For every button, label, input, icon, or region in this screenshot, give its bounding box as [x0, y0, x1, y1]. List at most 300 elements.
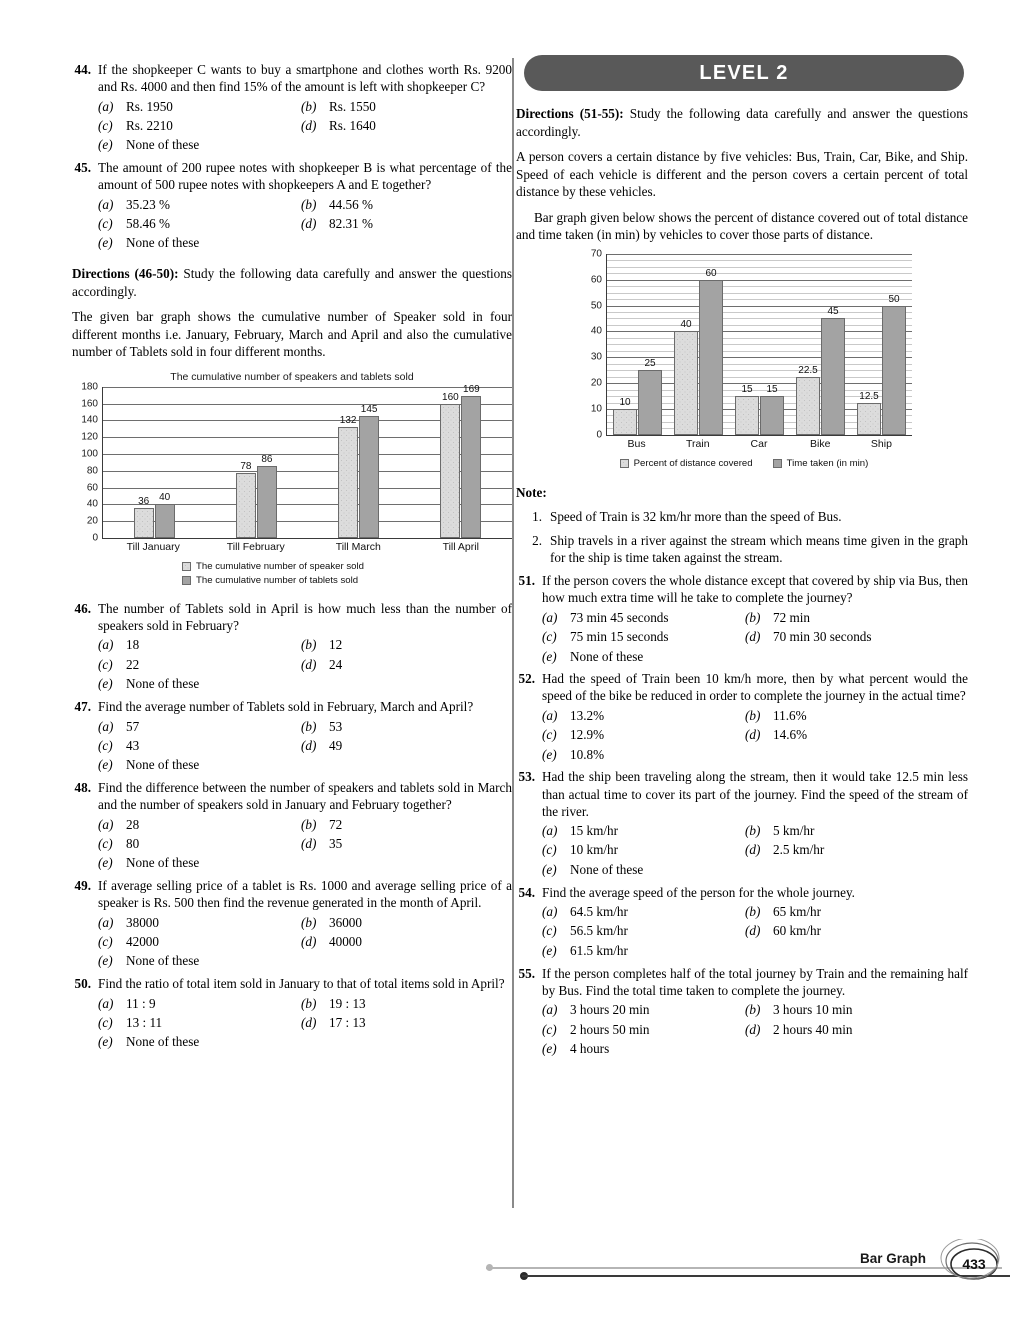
bar-value-label: 86	[261, 453, 273, 465]
option-label: (b)	[745, 1002, 761, 1018]
y-tick-label: 160	[81, 398, 98, 410]
option-label: (e)	[98, 757, 113, 773]
option-label: (d)	[745, 727, 761, 743]
y-tick-label: 40	[86, 498, 98, 510]
option-text: 35	[329, 835, 343, 851]
option[interactable]	[98, 996, 301, 1012]
question-number: 47.	[74, 699, 91, 715]
option-label: (a)	[542, 904, 558, 920]
note-list	[516, 508, 968, 566]
option[interactable]	[745, 1022, 853, 1038]
option-label: (b)	[301, 196, 317, 212]
question-text: If the shopkeeper C wants to buy a smartphone and clothes worth Rs. 9200 and Rs. 4000 and then find 15% of the amount is left with shopkeeper C?	[98, 62, 512, 95]
question-text: Had the ship been traveling along the stream, then it would take 12.5 min less than actual time to cover its part of the journey. Find the speed of the stream of the river.	[542, 769, 968, 819]
bar-group	[410, 384, 512, 538]
option-row	[98, 637, 512, 653]
question-number: 55.	[518, 965, 535, 981]
legend-label: The cumulative number of tablets sold	[196, 575, 359, 587]
question-text: Find the average speed of the person for the whole journey.	[542, 884, 855, 900]
option[interactable]	[745, 610, 810, 626]
option[interactable]	[542, 1041, 745, 1057]
question-item	[72, 159, 512, 251]
bar	[638, 358, 662, 435]
option-text: 53	[329, 718, 343, 734]
option[interactable]	[98, 99, 301, 115]
question-number: 52.	[518, 671, 535, 687]
chart1-legend	[72, 560, 512, 588]
option[interactable]	[301, 1015, 366, 1031]
option[interactable]	[745, 923, 821, 939]
option-label: (b)	[745, 609, 761, 625]
directions-label: Directions (46-50):	[72, 266, 179, 282]
bar-value-label: 40	[159, 492, 171, 504]
option-list	[98, 99, 512, 154]
option[interactable]	[98, 915, 301, 931]
option-label: (c)	[98, 117, 113, 133]
option-list	[98, 637, 512, 692]
option[interactable]	[98, 657, 301, 673]
column-divider	[512, 58, 514, 1208]
question-item	[72, 779, 512, 871]
note-item	[516, 532, 968, 566]
option-row	[98, 953, 512, 969]
bar-value-label: 25	[644, 358, 656, 370]
chart1-x-axis	[102, 541, 512, 553]
option-label: (d)	[301, 216, 317, 231]
option[interactable]	[745, 842, 824, 858]
option-row	[98, 817, 512, 833]
x-tick-label: Till April	[442, 540, 479, 553]
question-number: 48.	[74, 780, 91, 796]
chart1-plot-area	[102, 384, 512, 539]
x-tick-label: Ship	[870, 437, 892, 450]
left-column	[72, 55, 512, 1050]
level-banner: LEVEL 2	[524, 55, 964, 91]
option-text: 40000	[329, 934, 362, 950]
option-label: (e)	[98, 676, 113, 692]
option-label: (e)	[542, 942, 557, 958]
option-text: 44.56 %	[329, 196, 373, 212]
option[interactable]	[98, 817, 301, 833]
option-text: 82.31 %	[329, 216, 373, 231]
page-number-badge	[938, 1239, 1004, 1285]
option[interactable]	[98, 757, 301, 773]
directions-46-50	[72, 265, 512, 300]
option-row	[98, 719, 512, 735]
passage-right-1: A person covers a certain distance by five vehicles: Bus, Train, Car, Bike, and Ship. Speed of each vehicle is different and the person covers a certain percent of total distance by these vehicles.	[516, 149, 968, 200]
option-text: 61.5 km/hr	[570, 942, 628, 958]
option-text: None of these	[570, 861, 644, 877]
option-label: (a)	[542, 707, 558, 723]
option[interactable]	[98, 953, 301, 969]
y-tick-label: 50	[590, 300, 602, 312]
legend-item	[182, 561, 364, 572]
option[interactable]	[98, 637, 301, 653]
option[interactable]	[301, 738, 342, 754]
note-text: Speed of Train is 32 km/hr more than the speed of Bus.	[550, 508, 842, 524]
note-number: 1.	[532, 508, 542, 524]
option-row	[98, 836, 512, 852]
option[interactable]	[98, 738, 301, 754]
option-row	[98, 915, 512, 931]
option[interactable]	[542, 1002, 745, 1018]
option[interactable]	[301, 216, 373, 232]
option[interactable]	[301, 915, 362, 931]
option[interactable]	[98, 118, 301, 134]
note-heading: Note:	[516, 484, 547, 500]
y-tick-label: 0	[92, 532, 98, 544]
bar-value-label: 36	[138, 495, 150, 507]
option-label: (e)	[542, 746, 557, 762]
legend-swatch-tablets	[182, 576, 191, 585]
option-row	[98, 1015, 512, 1031]
option-label: (a)	[98, 196, 114, 212]
option-label: (c)	[542, 629, 557, 645]
option-row	[542, 708, 968, 724]
option-label: (d)	[301, 117, 317, 133]
option-row	[542, 610, 968, 626]
option[interactable]	[301, 817, 342, 833]
chart2-y-axis	[576, 248, 606, 441]
option-text: 2.5 km/hr	[773, 842, 825, 858]
option[interactable]	[745, 904, 821, 920]
option-list	[98, 719, 512, 774]
option-text: Rs. 1550	[329, 98, 376, 114]
option-label: (c)	[98, 737, 113, 753]
directions-text: Study the following data carefully and answer the questions accordingly.	[516, 106, 968, 139]
bar	[674, 319, 698, 434]
legend-label: The cumulative number of speaker sold	[196, 561, 364, 573]
option-row	[542, 862, 968, 878]
bar-group	[851, 254, 912, 435]
option-list	[542, 904, 968, 959]
option-label: (a)	[98, 816, 114, 832]
bar	[760, 384, 784, 435]
option-list	[98, 197, 512, 252]
question-item	[72, 698, 512, 773]
bar-value-label: 15	[766, 384, 778, 396]
bar	[440, 391, 460, 538]
option-text: None of these	[126, 676, 200, 692]
bar	[699, 267, 723, 435]
option-label: (c)	[98, 1015, 113, 1031]
option-text: 36000	[329, 914, 362, 930]
question-text: The amount of 200 rupee notes with shopkeeper B is what percentage of the amount of 500 rupee notes with shopkeepers A and E together?	[98, 160, 512, 193]
option[interactable]	[301, 836, 342, 852]
option-text: 60 km/hr	[773, 923, 821, 939]
option-text: 75 min 15 seconds	[570, 629, 669, 645]
option[interactable]	[98, 216, 301, 232]
bar	[857, 390, 881, 435]
bar	[338, 415, 358, 538]
option-row	[542, 904, 968, 920]
option-text: 18	[126, 637, 140, 653]
bar-value-label: 169	[463, 384, 480, 396]
question-text: If the person covers the whole distance except that covered by ship via Bus, then how much extra time will he take to complete the journey?	[542, 573, 968, 606]
question-item	[72, 61, 512, 153]
passage-left: The given bar graph shows the cumulative number of Speaker sold in four different months i.e. January, February, March and April and also the cumulative number of Tablets sold in four different months.	[72, 309, 512, 360]
option-label: (b)	[301, 816, 317, 832]
question-item	[72, 975, 512, 1050]
option-list	[542, 610, 968, 665]
option-list	[542, 1002, 968, 1057]
option[interactable]	[542, 649, 745, 665]
bar	[236, 460, 256, 538]
question-text: Find the average number of Tablets sold in February, March and April?	[98, 699, 474, 715]
option-label: (a)	[542, 823, 558, 839]
legend-swatch-speakers	[182, 562, 191, 571]
option-text: None of these	[126, 235, 200, 251]
note-text: Ship travels in a river against the stream which means time given in the graph for the ship is time taken against the stream.	[550, 532, 968, 566]
left-question-list	[72, 600, 512, 1050]
legend-label: Percent of distance covered	[633, 458, 753, 470]
x-tick-label: Bike	[809, 437, 831, 450]
y-tick-label: 140	[81, 414, 98, 426]
chart-vehicles	[576, 248, 912, 471]
option-row	[542, 943, 968, 959]
option[interactable]	[301, 118, 376, 134]
option-text: 4 hours	[570, 1040, 610, 1056]
option[interactable]	[98, 1034, 301, 1050]
passage-right-2: Bar graph given below shows the percent of distance covered out of total distance and time taken (in min) by vehicles to cover those parts of distance.	[516, 209, 968, 243]
y-tick-label: 70	[590, 248, 602, 260]
option-label: (c)	[542, 842, 557, 858]
question-item	[72, 877, 512, 969]
question-item	[516, 965, 968, 1057]
option-row	[98, 137, 512, 153]
option[interactable]	[745, 823, 814, 839]
option-label: (a)	[98, 718, 114, 734]
option[interactable]	[301, 657, 342, 673]
bar	[257, 453, 277, 538]
option[interactable]	[542, 1022, 745, 1038]
option-label: (b)	[745, 823, 761, 839]
option[interactable]	[98, 934, 301, 950]
option[interactable]	[98, 676, 301, 692]
option-list	[542, 708, 968, 763]
chart1-y-axis	[72, 381, 102, 544]
option-list	[542, 823, 968, 878]
option-text: None of these	[126, 757, 200, 773]
option-label: (c)	[98, 216, 113, 231]
option-label: (e)	[98, 1034, 113, 1050]
option-row	[542, 747, 968, 763]
bar	[796, 364, 820, 435]
option-label: (a)	[542, 1002, 558, 1018]
question-number: 53.	[518, 769, 535, 785]
option[interactable]	[301, 197, 373, 213]
right-column	[516, 55, 968, 1057]
x-tick-label: Bus	[627, 437, 646, 450]
option-text: 72	[329, 816, 343, 832]
option-label: (b)	[745, 904, 761, 920]
option-row	[98, 235, 512, 251]
option[interactable]	[98, 1015, 301, 1031]
option[interactable]	[301, 996, 366, 1012]
option[interactable]	[745, 1002, 853, 1018]
option[interactable]	[542, 842, 745, 858]
option[interactable]	[301, 637, 342, 653]
option-row	[542, 842, 968, 858]
legend-label: Time taken (in min)	[786, 458, 869, 470]
option[interactable]	[98, 197, 301, 213]
option-label: (a)	[98, 914, 114, 930]
bar-value-label: 132	[339, 415, 357, 427]
option-text: Rs. 2210	[126, 117, 173, 133]
bar-value-label: 22.5	[798, 364, 818, 376]
note-item	[516, 508, 968, 525]
option-label: (d)	[301, 934, 317, 950]
option[interactable]	[745, 708, 807, 724]
y-tick-label: 20	[590, 377, 602, 389]
option-label: (d)	[301, 656, 317, 672]
option-row	[98, 996, 512, 1012]
option-list	[98, 996, 512, 1051]
bar-group	[729, 254, 790, 435]
right-question-list	[516, 572, 968, 1056]
bar	[613, 396, 637, 435]
option[interactable]	[745, 727, 807, 743]
page-number: 433	[962, 1256, 986, 1272]
option-text: 22	[126, 656, 140, 672]
option-row	[98, 1034, 512, 1050]
option-text: 13 : 11	[126, 1015, 163, 1031]
option-row	[542, 1041, 968, 1057]
chart2-x-axis	[606, 438, 912, 450]
note-number: 2.	[532, 532, 542, 548]
y-tick-label: 100	[81, 448, 98, 460]
question-text: If the person completes half of the total journey by Train and the remaining half by Bus. Find the total time taken to complete the journey.	[542, 965, 968, 998]
option[interactable]	[301, 99, 376, 115]
option-text: 2 hours 40 min	[773, 1021, 853, 1037]
question-item	[516, 670, 968, 762]
option-label: (d)	[301, 1015, 317, 1031]
bar-value-label: 60	[705, 267, 717, 279]
page-footer	[0, 1234, 1024, 1294]
option-text: 3 hours 20 min	[570, 1002, 650, 1018]
option-text: 43	[126, 737, 140, 753]
option-text: 14.6%	[773, 727, 808, 743]
option[interactable]	[301, 719, 342, 735]
option-label: (b)	[301, 914, 317, 930]
question-number: 46.	[74, 600, 91, 616]
option-label: (e)	[542, 1040, 557, 1056]
option-text: 64.5 km/hr	[570, 904, 628, 920]
option-text: 3 hours 10 min	[773, 1002, 853, 1018]
bar-value-label: 145	[360, 404, 378, 416]
directions-label: Directions (51-55):	[516, 106, 624, 121]
bar-value-label: 15	[741, 384, 753, 396]
option-text: None of these	[126, 1034, 200, 1050]
option-row	[98, 676, 512, 692]
footer-chapter-label: Bar Graph	[859, 1251, 926, 1266]
chart2-plot-area	[606, 254, 912, 436]
bar-value-label: 50	[888, 293, 900, 305]
question-text: Find the ratio of total item sold in January to that of total items sold in April?	[98, 976, 505, 992]
legend-swatch-percent-distance	[620, 459, 629, 468]
option-text: 11.6%	[773, 707, 807, 723]
option-label: (e)	[98, 855, 113, 871]
option-text: 5 km/hr	[773, 823, 815, 839]
option[interactable]	[542, 629, 745, 645]
bar-value-label: 45	[827, 306, 839, 318]
option[interactable]	[542, 727, 745, 743]
y-tick-label: 120	[81, 431, 98, 443]
option-label: (e)	[98, 953, 113, 969]
y-tick-label: 20	[86, 515, 98, 527]
option[interactable]	[98, 235, 301, 251]
chart-title: The cumulative number of speakers and tablets sold	[170, 370, 414, 383]
bar-value-label: 160	[442, 391, 459, 403]
option[interactable]	[542, 904, 745, 920]
bar-group	[205, 387, 307, 538]
option-text: 58.46 %	[126, 216, 170, 231]
option-label: (b)	[301, 98, 317, 114]
option-label: (d)	[301, 737, 317, 753]
legend-swatch-time-taken	[773, 459, 782, 468]
directions-51-55	[516, 105, 968, 140]
option[interactable]	[542, 862, 745, 878]
option-label: (b)	[745, 707, 761, 723]
y-tick-label: 60	[590, 274, 602, 286]
option[interactable]	[542, 923, 745, 939]
option[interactable]	[542, 823, 745, 839]
option-text: 12.9%	[570, 727, 605, 743]
option-text: 35.23 %	[126, 196, 170, 212]
option[interactable]	[542, 610, 745, 626]
question-number: 51.	[518, 573, 535, 589]
legend-item	[182, 575, 358, 586]
option-text: 19 : 13	[329, 995, 366, 1011]
legend-item	[620, 458, 753, 469]
option-row	[98, 197, 512, 213]
question-text: If average selling price of a tablet is Rs. 1000 and average selling price of a speaker is Rs. 500 then find the revenue generated in the month of April.	[98, 878, 512, 911]
option-row	[542, 1002, 968, 1018]
option-list	[98, 915, 512, 970]
bar	[735, 384, 759, 435]
option-row	[98, 738, 512, 754]
option-label: (c)	[98, 835, 113, 851]
footer-rule-light	[486, 1267, 1002, 1269]
bar	[461, 384, 481, 538]
option[interactable]	[98, 836, 301, 852]
option-label: (e)	[542, 861, 557, 877]
option[interactable]	[542, 708, 745, 724]
option-row	[98, 934, 512, 950]
option[interactable]	[98, 855, 301, 871]
y-tick-label: 10	[590, 403, 602, 415]
bar-group	[790, 254, 851, 435]
y-tick-label: 0	[596, 429, 602, 441]
question-number: 45.	[74, 160, 91, 176]
option[interactable]	[542, 747, 745, 763]
directions-text: Study the following data carefully and answer the questions accordingly.	[72, 266, 512, 299]
option-text: 42000	[126, 934, 159, 950]
bar-value-label: 40	[680, 319, 692, 331]
option[interactable]	[542, 943, 745, 959]
option[interactable]	[98, 137, 301, 153]
option[interactable]	[745, 629, 872, 645]
x-tick-label: Till January	[126, 540, 180, 553]
option-row	[542, 727, 968, 743]
option-label: (d)	[745, 842, 761, 858]
option[interactable]	[98, 719, 301, 735]
bar-value-label: 12.5	[859, 390, 879, 402]
option-row	[542, 823, 968, 839]
legend-item	[773, 458, 869, 469]
option[interactable]	[301, 934, 362, 950]
bar-group	[607, 254, 668, 435]
